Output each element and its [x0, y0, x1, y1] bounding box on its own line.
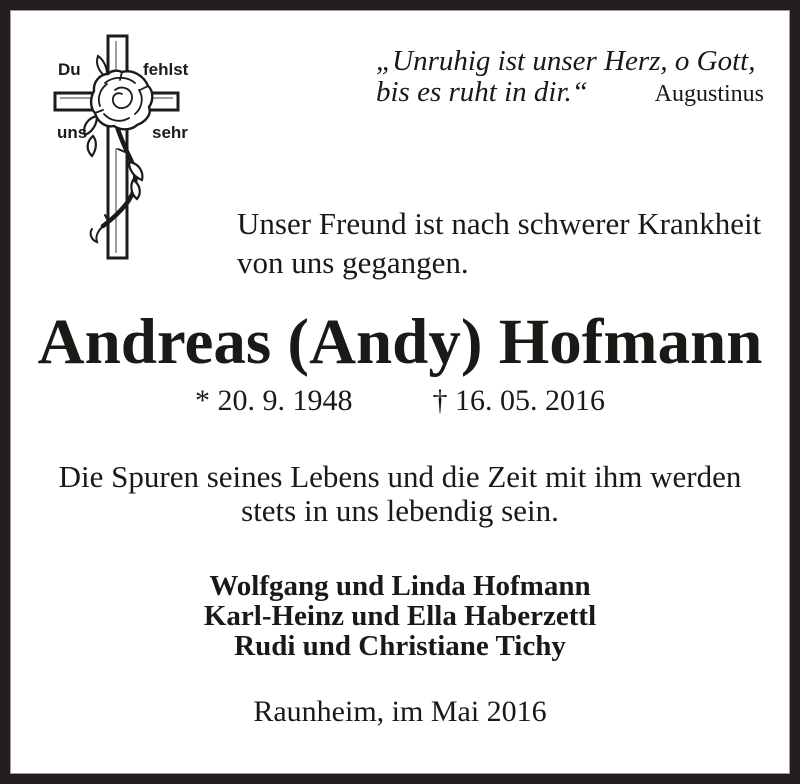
birth-date: * 20. 9. 1948	[195, 384, 353, 417]
emblem-word-sehr: sehr	[152, 123, 188, 142]
life-dates	[0, 383, 800, 419]
mourner-line: Karl-Heinz und Ella Haberzettl	[203, 600, 597, 632]
quote-line-2: bis es ruht in dir.“	[376, 76, 588, 108]
death-date: † 16. 05. 2016	[432, 384, 605, 417]
quote-line-1: „Unruhig ist unser Herz, o Gott,	[376, 45, 756, 77]
quote-block	[376, 46, 764, 110]
mourners-list	[12, 571, 788, 661]
rose-icon	[84, 56, 152, 242]
emblem-word-du: Du	[58, 60, 81, 79]
quote-attribution: Augustinus	[654, 81, 764, 107]
mourner-line: Wolfgang und Linda Hofmann	[209, 570, 591, 602]
mourner-line: Rudi und Christiane Tichy	[234, 630, 566, 662]
emblem-word-uns: uns	[57, 123, 88, 142]
memorial-line-2: stets in uns lebendig sein.	[241, 493, 559, 528]
intro-text	[237, 204, 761, 282]
deceased-name: Andreas (Andy) Hofmann	[37, 306, 763, 378]
intro-line-2: von uns gegangen.	[237, 245, 469, 280]
place-dateline: Raunheim, im Mai 2016	[253, 695, 547, 728]
memorial-line-1: Die Spuren seines Lebens und die Zeit mit ihm werden	[58, 459, 742, 494]
memorial-text	[12, 460, 788, 528]
emblem-word-fehlst: fehlst	[143, 60, 189, 79]
cross-rose-icon	[45, 28, 205, 263]
intro-line-1: Unser Freund ist nach schwerer Krankheit	[237, 206, 762, 241]
